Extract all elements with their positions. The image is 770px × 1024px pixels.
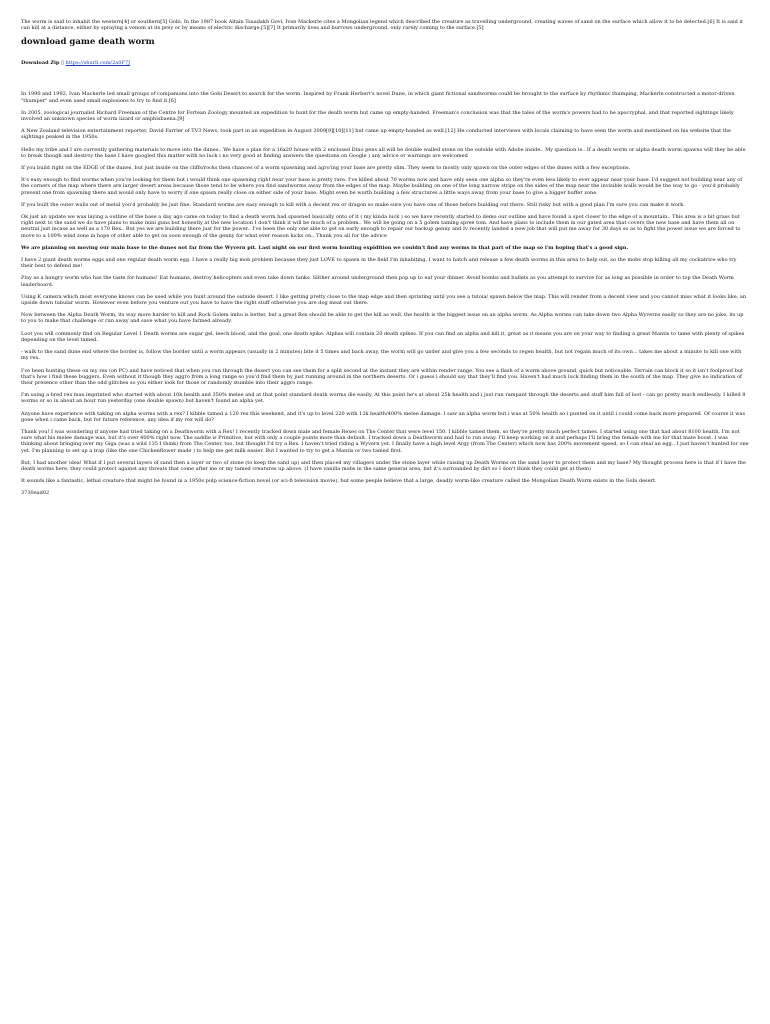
- article: [0, 0, 770, 496]
- body-paragraph: If you built the outer walls out of metal you'd probably be just fine. Standard worms are easy enough to kill with a decent rex or dragon so make sure you have one of those before building out there. Still risky but with a good plan I'm sure you can make it work.: [21, 201, 685, 208]
- body-paragraph: But, I had another idea! What if I put several layers of sand then a layer or two of stone (to keep the sand up) and then placed my villagers under the stone layer while raising up Death Worms on the sand layer to protect them and my base? My thought process here is that if I have the death worms here, they could protect against any threats that come after me or my tamed creatures up above. (I have vanilla mobs in the same general area, but it's surrounded by dirt so I don't think they could get at them): [21, 459, 746, 472]
- download-link[interactable]: https://shurll.com/2a0F7J: [65, 60, 131, 67]
- body-paragraph: In 2005, zoological journalist Richard Freeman of the Centre for Fortean Zoology mounted an expedition to hunt for the death worm but came up empty-handed. Freeman's conclusion was that the tales of the worm's powers had to be apocryphal, and that reported sightings likely involved an unknown species of worm lizard or amphisbaena.[9]: [21, 109, 734, 123]
- body-paragraph: Ok just an update we was laying a outline of the base a day ago came on today to find a death worm had spawned basically onto of it ( my kinda luck ) so we have recently started to demo our outline and have found a spot closer to the edge of a mountain.. This area is a bit grass but right next to the sand we do have plans to make mini guns but honestly at the new location I don't think it will be much of a problem.. We will be going on a 5 golem taming spree tom. And have plans to include them in our gated area that covers the new base and have them all on neutral just incase as well as a 170 Rex.. But yes we are building there just for the power.. I've been the only one able to get on early enough to repair our backup genny and Iv recently landed a new job that will put me away for 30 days so as to fight the power issue we are forced to move to a 100% wind zone in hope of other able to get on soon enough of the genny for what ever reason kicks on.. Thank you all for the advice: [21, 214, 741, 239]
- body-paragraph: A New Zealand television entertainment reporter, David Farrier of TV3 News, took part in an expedition in August 2009[9][10][11] but came up empty-handed as well.[12] He conducted interviews with locals claiming to have seen the worm and mentioned on his website that the sightings peaked in the 1950s.: [21, 128, 731, 141]
- box-icon: ▯: [61, 60, 64, 67]
- body-paragraph: Hello my tribe and I are currently gathering materials to move into the dunes.. We have a plan for a 16x20 house with 2 enclosed Dino pens all will be double walled stone on the outside with Adobe inside.. My question is.. If a death worm or alpha death worm spawns will they be able to break though and destroy the base I have googled this matter with no luck i no very good at finding answers the questions on Google ) any advice or warnings are welcomed: [21, 146, 746, 159]
- body-paragraph: - walk to the sand dune end where the border is, follow the border until a worm appears (usually in 2 minutes) bite it 5 times and back away, the worm will go under and give you a few seconds to regen health, but not regain much of its own... takes me about a minute to kill one with my rex.: [21, 349, 742, 362]
- body-paragraph: Anyone have experience with taking on alpha worms with a rex? I kibble tamed a 120 rex this weekend, and it's up to level 220 with 12k health/400% melee damage. I saw an alpha worm but i was at 50% health so i punted on it until i could come back more prepared. Of course it was gone when i came back, but for future reference, any idea if my rex will do?: [21, 410, 746, 423]
- download-label: Download Zip: [21, 60, 60, 67]
- body-paragraph: Using K camera which most everyone knows can be used while you hunt around the outside desert. I like getting pretty close to the map edge and then sprinting until you see a tutoia/ spawn below the map. This will render from a decent view and you cannot miss what it looks like, an upside down tubular worm. However even before you venture out you have to have the right stuff otherwise you are dog meat out there.: [21, 293, 747, 307]
- body-paragraph: I'm using a bred rex max imprinted who started with about 10k health and 350% melee and at that point standard death worms die easily. At this point he's at about 25k health and i just run rampant through the deserts and stuff him full of loot - can go pretty much endlessly. I killed 8 worms or so in about an hour run yesterday (one double spawn) but haven't found an alpha yet.: [21, 392, 746, 405]
- download-line: [21, 60, 749, 66]
- body-paragraph: It's easy enough to find worms when you're looking for them but i would think one spawning right near your base is pretty rare. I've killed about 70 worms now and have only seen one alpha so they're even less likely to ever appear near your base. I'd suggest not building near any of the corners of the map where there are larger desert areas because those tend to be where you find sandworms away from the edges of the map. Maybe building on one of the long narrow strips on the sides of the map near the invisible walls would be the way to go - you'd probably prevent one from spawning there and would only have to worry if one spawn really close on either side of your base. Might even be worth building a few structures a little ways away from your base to give a bigger buffer zone.: [21, 177, 743, 196]
- body-paragraph: It sounds like a fantastic, lethal creature that might be found in a 1950s pulp science-fiction novel (or sci-fi television movie), but some people believe that a large, deadly worm-like creature called the Mongolian Death Worm exists in the Gobi desert.: [21, 478, 657, 485]
- body-paragraph: I've been hunting these on my rex (on PC) and have noticed that when you run through the desert you can see them for a split second at the instant they are within render range. You see a flash of a worm above ground, quick but noticeable. Terrain can block it so it isn't foolproof but that's how i find these buggers. Even without it though they aggro from a long range so you'd find them by just running around in the northern deserts. Or i guess i should say that they'll find you. Haven't had much luck finding them in the south of the map. They give no indication of their presence other than the odd glitches so you either look for those or randomly stumble into their aggro range.: [21, 367, 744, 386]
- body-paragraph: Thank you! I was wondering if anyone had tried taking on a Deathworm with a Rex! I recently tracked down male and female Rexes on The Center that were level 150. I kibble tamed them, so they're pretty much perfect tames. I started using one that had about 8100 health. I'm not sure what his melee damage was, but it's over 400% right now. The saddle is Primitive, but with only a couple points more than default. I tracked down a Deathworm and had to run away. I'll keep working on it and perhaps I'll bring the female with me for that mate boost. I was thinking about bringing over my Giga (was a wild 135 I think) from The Center, too, but thought I'd try a Rex. I haven't tried riding a Wyvern yet. I finally have a high level Argy (from The Center) which now has 200% movement speed, so I can steal an egg.. I just haven't hunted for one yet. I'm planning to set up a trap (like the one Chickenflower made ) to help me get milk easier. But I wanted to try to get a Mantis or two tamed first.: [21, 428, 749, 454]
- footer-id: 3730ead02: [21, 490, 50, 497]
- page-title: download game death worm: [21, 37, 155, 48]
- body-paragraph: I have 2 giant death worms eggs and one regular death worm egg. I have a really big mob problem because they just LOVE to spawn in the field I'm inhabiting. I want to hatch and release a few death worms in this area to help out, so the mobs stop killing all my cockatrice who try their best to defend me!: [21, 257, 737, 270]
- body-paragraph: If you build right on the EDGE of the dunes, but just inside on the cliffs/rocks then chances of a worm spawning and agro'ing your base are pretty slim. They seem to mostly only spawn on the outer edges of the dunes with a few exceptions.: [21, 165, 631, 172]
- body-paragraph: Play as a hungry worm who has the taste for humans! Eat humans, destroy helicopters and even take down tanks. Slither around underground then pop up to eat your dinner. Avoid bombs and bullets as you attempt to survive for as long as possible in order to top the Death Worm leaderboard.: [21, 275, 734, 288]
- body-paragraph: In 1990 and 1992, Ivan Mackerle led small groups of companions into the Gobi Desert to search for the worm. Inspired by Frank Herbert's novel Dune, in which giant fictional sandworms could be brought to the surface by rhythmic thumping, Mackerle constructed a motor-driven "thumper" and even used small explosions to try to find it.[6]: [21, 91, 735, 104]
- body-paragraph: Loot you will commonly find on Regular Level 1 Death worms are sugar gel, leech blood, and the goal, one death spike. Alphas will contain 20 death spikes. If you can find an alpha and kill it, great as it means you are on your way to finding a great Mantis to tame with plenty of spikes depending on the level tamed.: [21, 330, 745, 343]
- body-paragraphs: [21, 91, 749, 484]
- body-paragraph: We are planning on moving our main base to the dunes not far from the Wyvern pit. Last night on our first worm hunting expidition we couldn't find any worms in that part of the map so i'm hoping that's a good sign.: [21, 244, 629, 251]
- body-paragraph: Now between the Alpha Death Worm, its way more harder to kill and Rock Golem imho is better, but a great Rex should be able to get the kill as well, the health is the biggest issue on an alpha worm. As Alpha worms can take down two Alpha Wyverns easily so they are no joke, its up to you to make that challenge or run away and save what you have farmed already.: [21, 312, 744, 325]
- intro-paragraph: The worm is said to inhabit the western[4] or southern[5] Gobi. In the 1987 book Altain Tsaadakh Govi, Ivan Mackerle cites a Mongolian legend which described the creature as travelling underground, creating waves of sand on the surface which allow it to be detected.[6] It is said it can kill at a distance, either by spraying a venom at its prey or by means of electric discharge.[5][7] It primarily lives and burrows underground, only rarely coming to the surface.[5]: [21, 19, 743, 32]
